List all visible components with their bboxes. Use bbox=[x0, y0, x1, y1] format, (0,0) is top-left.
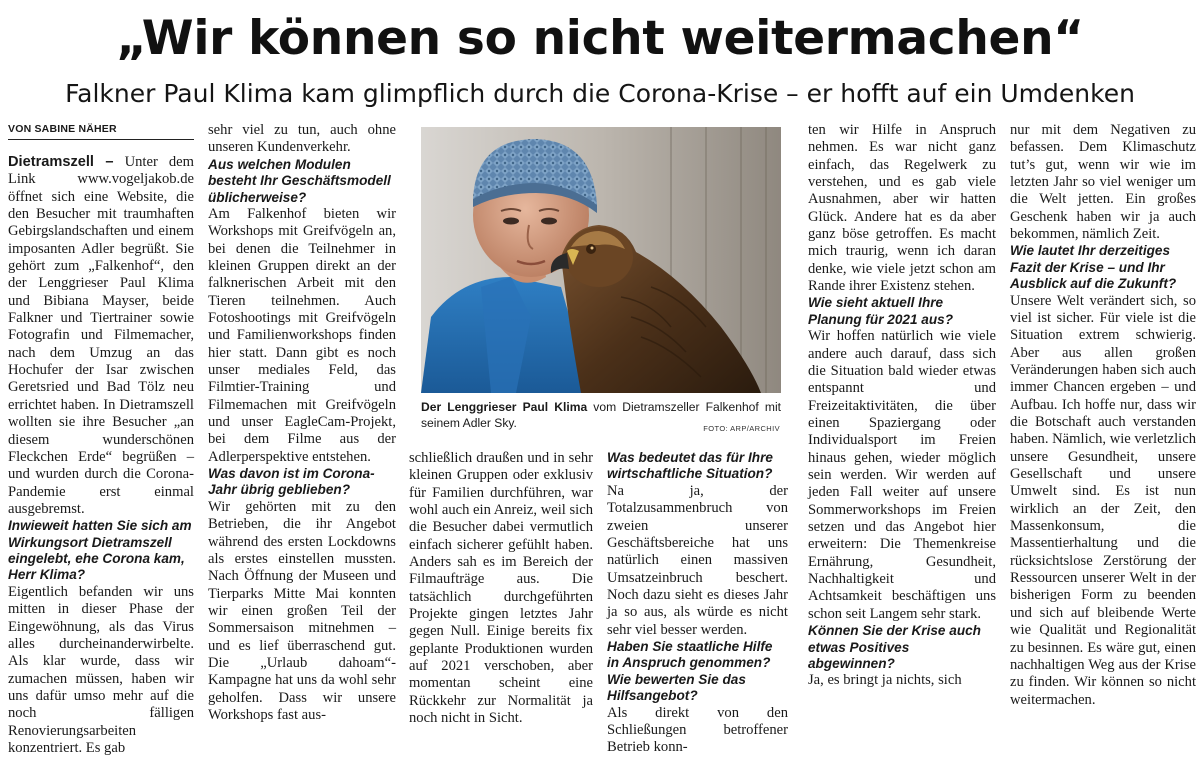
subheadline: Falkner Paul Klima kam glimpflich durch die Corona-Krise – er hofft auf ein Umdenken bbox=[65, 79, 1135, 108]
interview-question: Aus welchen Modulen besteht Ihr Geschäftsmodell üblicherweise? bbox=[208, 156, 391, 205]
article-column-3 bbox=[409, 450, 593, 728]
photo-illustration bbox=[421, 127, 781, 393]
article-column-5 bbox=[808, 122, 996, 728]
article-column-1 bbox=[8, 122, 194, 756]
byline: VON SABINE NÄHER bbox=[8, 122, 194, 140]
headline: „Wir können so nicht weitermachen“ bbox=[116, 11, 1084, 66]
article-column-6 bbox=[1010, 122, 1196, 728]
interview-answer: Wir hoffen natürlich wie viele andere auch darauf, dass sich die Situation bald wieder etwas entspannt und Freizeitaktivitäten, die über einen Spaziergang oder Individualsport im Freien hinaus gehen, wieder möglich sein werden. Wir werden auf jeden Fall weiter auf unsere Sommerworkshops im Freien setzen und das Angebot hier erweitern: Die Themenkreise Ernährung, Gesundheit, Nachhaltigkeit und Achtsamkeit beschäftigen uns schon seit Langem sehr stark. bbox=[808, 328, 996, 622]
interview-answer: Am Falkenhof bieten wir Workshops mit Greifvögeln an, bei denen die Teilnehmer in kleinen Gruppen direkt an der falknerischen Arbeit mit den Tieren teilnehmen. Auch Fotoshootings mit Greifvögeln und Familienworkshops finden hier statt. Dann gibt es noch unser mediales Feld, das Filmtier-Training und Filmemachen mit Greifvögeln und unser EagleCam-Projekt, bei dem Filme aus der Adlerperspektive entstehen. bbox=[208, 205, 396, 465]
photo-falconer-with-eagle bbox=[421, 127, 781, 393]
interview-answer: sehr viel zu tun, auch ohne unseren Kundenverkehr. bbox=[208, 122, 396, 156]
intro-paragraph bbox=[8, 154, 194, 518]
interview-question: Was davon ist im Corona-Jahr übrig geblieben? bbox=[208, 466, 375, 498]
dateline: Dietramszell – bbox=[8, 154, 114, 170]
photo-caption bbox=[421, 399, 781, 445]
article-column-4 bbox=[607, 450, 788, 756]
interview-question: Können Sie der Krise auch etwas Positives abgewinnen? bbox=[808, 623, 981, 671]
interview-answer: ten wir Hilfe in Anspruch nehmen. Es war nicht ganz einfach, das Regelwerk zu verstehen, und es gab viele Ausnahmen, aber wir hatten Glück. Andere hat es da aber ganz böse getroffen. Es macht mich traurig, wenn ich daran denke, wie viele jetzt schon am Rande ihrer Existenz stehen. bbox=[808, 122, 996, 295]
caption-text: vom Dietramszeller Falkenhof mit seinem Adler Sky. bbox=[421, 400, 781, 430]
interview-answer: Wir gehörten mit zu den Betrieben, die ihr Angebot während des ersten Lockdowns als erstes einstellen mussten. Nach Öffnung der Museen und Tierparks Mitte Mai konnten wir einen großen Teil der Sommersaison mitnehmen – und es lief überraschend gut. Die „Urlaub dahoam“-Kampagne hat uns da wohl sehr geholfen. Dass wir unsere Workshops fast aus- bbox=[208, 498, 396, 723]
interview-answer: Ja, es bringt ja nichts, sich bbox=[808, 672, 962, 689]
interview-answer: nur mit dem Negativen zu befassen. Dem Klimaschutz tut’s gut, wenn wir wie im letzten Jahr so viel weniger um die Welt jetten. Ein großes Geschenk haben wir ja auch bekommen, nämlich Zeit. bbox=[1010, 122, 1196, 243]
caption-lead: Der Lenggrieser Paul Klima bbox=[421, 400, 588, 414]
interview-question: Inwieweit hatten Sie sich am Wirkungsort Dietramszell eingelebt, ehe Corona kam, Herr Klima? bbox=[8, 518, 192, 583]
interview-answer: Eigentlich befanden wir uns mitten in dieser Phase der Eingewöhnung, als das Virus alles durcheinanderwirbelte. Als klar wurde, dass wir zumachen müssen, haben wir uns dafür umso mehr auf die noch fälligen Renovierungsarbeiten konzentriert. Es gab bbox=[8, 583, 194, 756]
interview-question: Wie sieht aktuell Ihre Planung für 2021 aus? bbox=[808, 295, 954, 327]
article-column-2 bbox=[208, 122, 396, 728]
interview-answer: Na ja, der Totalzusammenbruch von zweien unserer Geschäftsbereiche hat uns natürlich einen massiven Umsatzeinbruch beschert. Noch dazu sieht es dieses Jahr ja so aus, als würde es nicht sehr viel besser werden. bbox=[607, 482, 788, 638]
photo-credit: FOTO: ARP/ARCHIV bbox=[703, 424, 780, 433]
interview-answer: Unsere Welt verändert sich, so viel ist sicher. Für viele ist die Situation extrem schwierig. Aber aus allen großen Veränderungen haben sich auch immer Chancen ergeben – und Aufbau. Ich hoffe nur, dass wir die Botschaft auch verstanden haben. Nämlich, wie verletzlich unsere Gesundheit, unsere Gesellschaft und unsere Umwelt sind. Es ist nun wirklich an der Zeit, den Massenkonsum, die Massentierhaltung und die rücksichtslose Zerstörung der Ressourcen unserer Welt in der bisherigen Form zu beenden und sich auf bleibende Werte wie Qualität und Regionalität zu besinnen. Es wäre gut, einen nachhaltigen Weg aus der Krise zu finden. Wir können so nicht weitermachen. bbox=[1010, 292, 1196, 708]
interview-question: Haben Sie staatliche Hilfe in Anspruch genommen? Wie bewerten Sie das Hilfsangebot? bbox=[607, 638, 773, 704]
interview-answer: Als direkt von den Schließungen betroffener Betrieb konn- bbox=[607, 704, 788, 756]
interview-question: Was bedeutet das für Ihre wirtschaftliche Situation? bbox=[607, 450, 773, 482]
intro-text: Unter dem Link www.vogeljakob.de öffnet sich eine Website, die den Besucher mit traumhaften Gebirgslandschaften und einem imposanten Adler begrüßt. Sie gehört zum „Falkenhof“, den der Lenggrieser Paul Klima und Bibiana Mayser, beide Falkner und Tiertrainer sowie Fotografin und Filmemacher, nach dem Umzug an das Hochufer der Isar zwischen Geretsried und Bad Tölz neu errichtet haben. In Dietramszell wollten sie ihre Besucher „an diesem wunderschönen Fleckchen Erde“ begrüßen – und wurden durch die Corona-Pandemie erst einmal ausgebremst. bbox=[8, 154, 194, 517]
interview-answer: schließlich draußen und in sehr kleinen Gruppen oder exklusiv für Familien durchführen, war wohl auch ein Anreiz, weil sich die Besucher dabei vermutlich einfach sicherer gefühlt haben. Anders sah es im Bereich der Filmaufträge aus. Die tatsächlich durchgeführten Projekte gingen letztes Jahr gegen Null. Einige bereits fix geplante Produktionen wurden auf 2021 verschoben, aber momentan scheint eine Rückkehr zur Normalität ja noch nicht in Sicht. bbox=[409, 450, 593, 727]
interview-question: Wie lautet Ihr derzeitiges Fazit der Krise – und Ihr Ausblick auf die Zukunft? bbox=[1010, 243, 1177, 292]
